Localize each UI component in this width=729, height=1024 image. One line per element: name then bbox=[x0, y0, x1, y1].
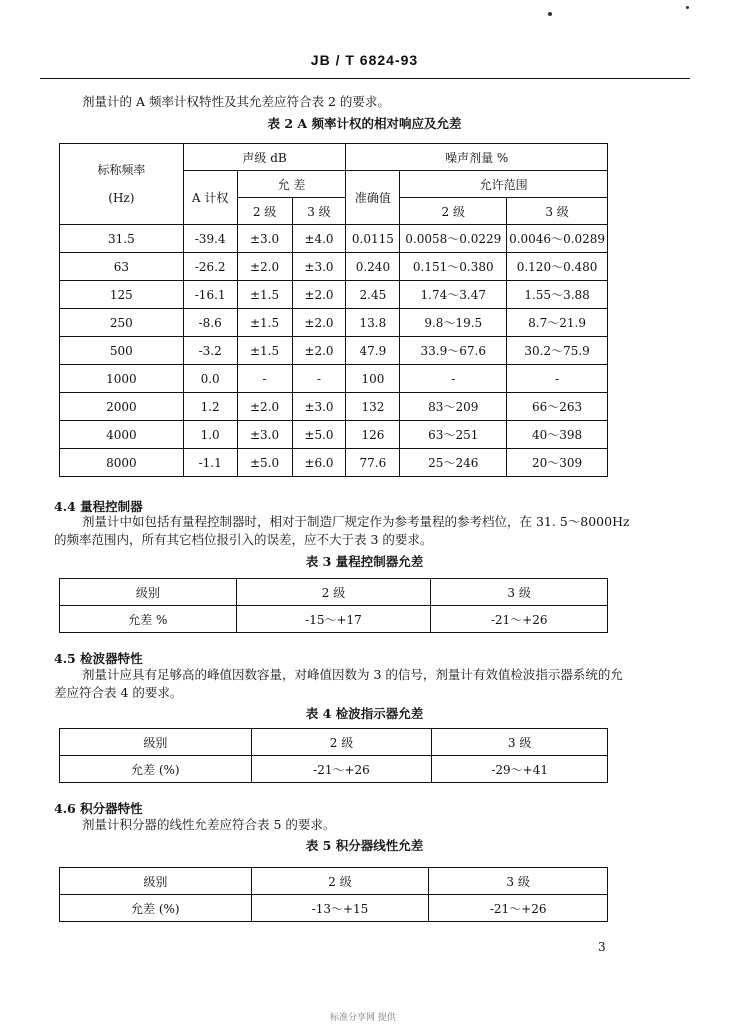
cell-a-weight: 0.0 bbox=[183, 365, 237, 393]
table5-caption: 表 5 积分器线性允差 bbox=[305, 838, 424, 853]
cell-accurate: 0.240 bbox=[346, 253, 400, 281]
table5 bbox=[59, 867, 608, 922]
table-row bbox=[60, 393, 608, 421]
table-row bbox=[60, 449, 608, 477]
cell-tol-g2: ±2.0 bbox=[237, 253, 292, 281]
section-4-5-line1: 剂量计应具有足够高的峰值因数容量，对峰值因数为 3 的信号，剂量计有效值检波指示器系统的允 bbox=[82, 667, 623, 682]
cell-range-g2: 25～246 bbox=[400, 449, 507, 477]
cell-range-g2: 9.8～19.5 bbox=[400, 309, 507, 337]
table-row bbox=[60, 421, 608, 449]
cell-range-g2: 1.74～3.47 bbox=[400, 281, 507, 309]
tolerance-grade3: -21～+26 bbox=[429, 895, 608, 922]
cell-frequency: 31.5 bbox=[60, 225, 184, 253]
grade3-header: 3 级 bbox=[432, 729, 608, 756]
table3-caption: 表 3 量程控制器允差 bbox=[305, 554, 424, 569]
cell-tol-g2: ±5.0 bbox=[237, 449, 292, 477]
freq-header bbox=[60, 144, 184, 225]
cell-range-g3: 1.55～3.88 bbox=[507, 281, 608, 309]
table-row bbox=[60, 365, 608, 393]
cell-tol-g3: ±2.0 bbox=[292, 337, 346, 365]
section-4-6-heading: 4.6 积分器特性 bbox=[54, 801, 143, 816]
tolerance-grade2: -15～+17 bbox=[236, 606, 431, 633]
tolerance-grade2: -21～+26 bbox=[251, 756, 432, 783]
footer-watermark: 标准分享网 提供 bbox=[330, 1013, 396, 1023]
freq-header-unit: (Hz) bbox=[108, 191, 135, 205]
tolerance-grade3: -29～+41 bbox=[432, 756, 608, 783]
header-rule bbox=[40, 78, 690, 79]
section-4-4-line1: 剂量计中如包括有量程控制器时，相对于制造厂规定作为参考量程的参考档位，在 31. 5～8000Hz bbox=[82, 514, 630, 529]
cell-frequency: 63 bbox=[60, 253, 184, 281]
cell-accurate: 2.45 bbox=[346, 281, 400, 309]
table3 bbox=[59, 578, 608, 633]
cell-tol-g3: ±2.0 bbox=[292, 309, 346, 337]
cell-tol-g3: - bbox=[292, 365, 346, 393]
cell-accurate: 100 bbox=[346, 365, 400, 393]
document-code-header: JB / T 6824-93 bbox=[310, 52, 419, 68]
cell-tol-g2: ±3.0 bbox=[237, 421, 292, 449]
cell-range-g2: 83～209 bbox=[400, 393, 507, 421]
section-4-5-line2: 差应符合表 4 的要求。 bbox=[54, 685, 183, 700]
table-row bbox=[60, 281, 608, 309]
cell-a-weight: 1.0 bbox=[183, 421, 237, 449]
cell-accurate: 0.0115 bbox=[346, 225, 400, 253]
allowed-grade2-header: 2 级 bbox=[400, 198, 507, 225]
table-row bbox=[60, 756, 608, 783]
cell-tol-g2: ±1.5 bbox=[237, 281, 292, 309]
sound-level-header: 声级 dB bbox=[183, 144, 346, 171]
tolerance-header: 允 差 bbox=[237, 171, 346, 198]
cell-tol-g3: ±4.0 bbox=[292, 225, 346, 253]
table-row bbox=[60, 868, 608, 895]
cell-tol-g3: ±3.0 bbox=[292, 393, 346, 421]
tolerance-grade3: -21～+26 bbox=[431, 606, 608, 633]
cell-range-g3: 0.0046～0.0289 bbox=[507, 225, 608, 253]
scan-speck bbox=[686, 6, 689, 9]
level-header: 级别 bbox=[60, 729, 252, 756]
table-row bbox=[60, 579, 608, 606]
cell-range-g3: 0.120～0.480 bbox=[507, 253, 608, 281]
cell-a-weight: -26.2 bbox=[183, 253, 237, 281]
cell-frequency: 500 bbox=[60, 337, 184, 365]
table-row bbox=[60, 225, 608, 253]
table-row bbox=[60, 606, 608, 633]
level-header: 级别 bbox=[60, 868, 252, 895]
table2-caption: 表 2 A 频率计权的相对响应及允差 bbox=[267, 116, 462, 131]
cell-range-g3: 8.7～21.9 bbox=[507, 309, 608, 337]
cell-range-g3: - bbox=[507, 365, 608, 393]
cell-range-g3: 20～309 bbox=[507, 449, 608, 477]
tolerance-label: 允差 (%) bbox=[60, 756, 252, 783]
tolerance-grade2: -13～+15 bbox=[251, 895, 429, 922]
cell-range-g3: 30.2～75.9 bbox=[507, 337, 608, 365]
cell-tol-g3: ±5.0 bbox=[292, 421, 346, 449]
a-weight-header: A 计权 bbox=[183, 171, 237, 225]
cell-range-g2: - bbox=[400, 365, 507, 393]
cell-range-g2: 33.9～67.6 bbox=[400, 337, 507, 365]
tolerance-grade2-header: 2 级 bbox=[237, 198, 292, 225]
cell-range-g2: 0.0058～0.0229 bbox=[400, 225, 507, 253]
page-number: 3 bbox=[598, 940, 606, 954]
cell-frequency: 2000 bbox=[60, 393, 184, 421]
grade3-header: 3 级 bbox=[429, 868, 608, 895]
cell-accurate: 77.6 bbox=[346, 449, 400, 477]
grade2-header: 2 级 bbox=[251, 729, 432, 756]
cell-frequency: 250 bbox=[60, 309, 184, 337]
section-4-6-line1: 剂量计积分器的线性允差应符合表 5 的要求。 bbox=[82, 817, 336, 832]
tolerance-label: 允差 (%) bbox=[60, 895, 252, 922]
section-4-4-line2: 的频率范围内，所有其它档位报引入的误差，应不大于表 3 的要求。 bbox=[54, 532, 433, 547]
freq-header-label: 标称频率 bbox=[97, 163, 146, 177]
cell-frequency: 4000 bbox=[60, 421, 184, 449]
cell-a-weight: -3.2 bbox=[183, 337, 237, 365]
table-row bbox=[60, 309, 608, 337]
cell-a-weight: -16.1 bbox=[183, 281, 237, 309]
table-row bbox=[60, 895, 608, 922]
cell-tol-g2: ±2.0 bbox=[237, 393, 292, 421]
tolerance-grade3-header: 3 级 bbox=[292, 198, 346, 225]
allowed-range-header: 允许范围 bbox=[400, 171, 608, 198]
grade3-header: 3 级 bbox=[431, 579, 608, 606]
cell-a-weight: 1.2 bbox=[183, 393, 237, 421]
tolerance-label: 允差 % bbox=[60, 606, 237, 633]
cell-tol-g2: ±1.5 bbox=[237, 309, 292, 337]
cell-range-g3: 66～263 bbox=[507, 393, 608, 421]
scan-speck bbox=[548, 12, 552, 16]
cell-range-g2: 63～251 bbox=[400, 421, 507, 449]
table-row bbox=[60, 729, 608, 756]
cell-accurate: 132 bbox=[346, 393, 400, 421]
cell-tol-g3: ±6.0 bbox=[292, 449, 346, 477]
cell-frequency: 1000 bbox=[60, 365, 184, 393]
cell-tol-g3: ±2.0 bbox=[292, 281, 346, 309]
table-row bbox=[60, 253, 608, 281]
grade2-header: 2 级 bbox=[236, 579, 431, 606]
cell-tol-g2: ±3.0 bbox=[237, 225, 292, 253]
cell-accurate: 13.8 bbox=[346, 309, 400, 337]
intro-paragraph: 剂量计的 A 频率计权特性及其允差应符合表 2 的要求。 bbox=[82, 94, 390, 109]
allowed-grade3-header: 3 级 bbox=[507, 198, 608, 225]
cell-a-weight: -1.1 bbox=[183, 449, 237, 477]
level-header: 级别 bbox=[60, 579, 237, 606]
section-4-5-heading: 4.5 检波器特性 bbox=[54, 651, 143, 666]
table2 bbox=[59, 143, 608, 477]
noise-dose-header: 噪声剂量 % bbox=[346, 144, 608, 171]
cell-range-g2: 0.151～0.380 bbox=[400, 253, 507, 281]
cell-accurate: 47.9 bbox=[346, 337, 400, 365]
accurate-value-header: 准确值 bbox=[346, 171, 400, 225]
table4-caption: 表 4 检波指示器允差 bbox=[305, 706, 424, 721]
cell-a-weight: -8.6 bbox=[183, 309, 237, 337]
cell-accurate: 126 bbox=[346, 421, 400, 449]
cell-tol-g3: ±3.0 bbox=[292, 253, 346, 281]
table-row bbox=[60, 337, 608, 365]
cell-a-weight: -39.4 bbox=[183, 225, 237, 253]
grade2-header: 2 级 bbox=[251, 868, 429, 895]
cell-range-g3: 40～398 bbox=[507, 421, 608, 449]
cell-tol-g2: - bbox=[237, 365, 292, 393]
section-4-4-heading: 4.4 量程控制器 bbox=[54, 499, 143, 514]
cell-tol-g2: ±1.5 bbox=[237, 337, 292, 365]
cell-frequency: 125 bbox=[60, 281, 184, 309]
cell-frequency: 8000 bbox=[60, 449, 184, 477]
table4 bbox=[59, 728, 608, 783]
